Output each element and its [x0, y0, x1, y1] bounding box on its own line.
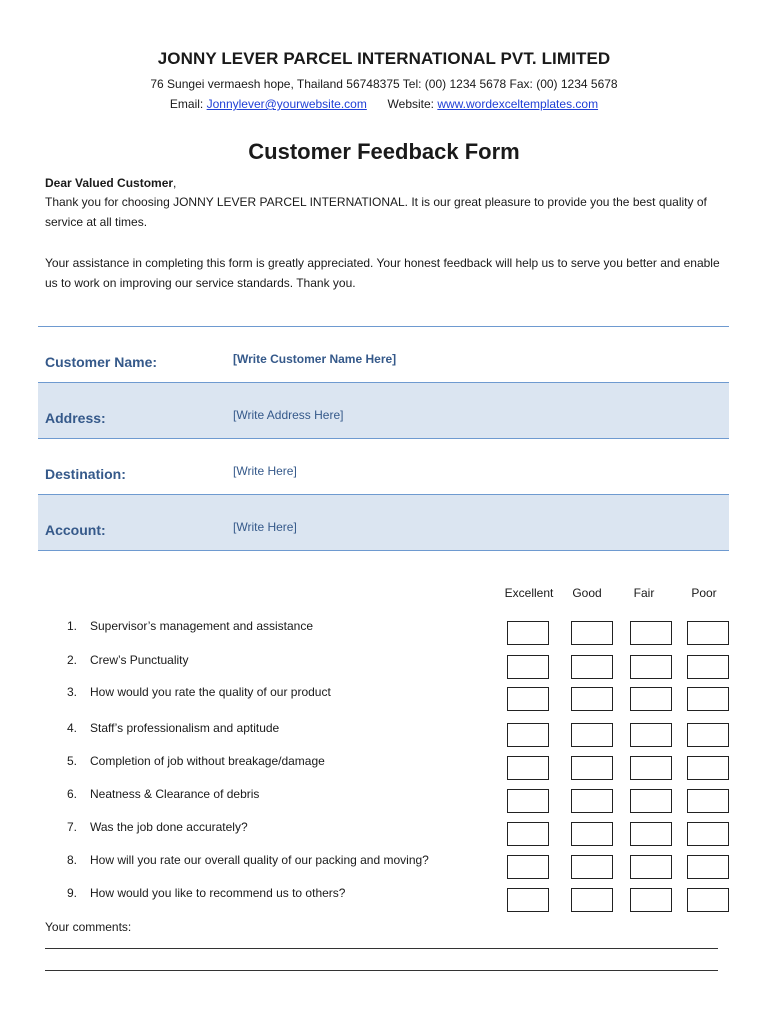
rating-checkbox-poor[interactable]	[687, 888, 729, 912]
question-text: How would you rate the quality of our product	[90, 685, 331, 699]
question-number: 9.	[67, 886, 78, 900]
rating-checkbox-fair[interactable]	[630, 756, 672, 780]
contact-line	[0, 97, 768, 111]
question-item	[67, 653, 188, 667]
destination-field[interactable]: [Write Here]	[233, 464, 297, 478]
rating-checkbox-poor[interactable]	[687, 723, 729, 747]
question-number: 4.	[67, 721, 78, 735]
rating-checkbox-fair[interactable]	[630, 655, 672, 679]
rating-header-poor: Poor	[691, 586, 717, 600]
rating-checkbox-fair[interactable]	[630, 723, 672, 747]
greeting: Dear Valued Customer,	[45, 176, 177, 190]
company-address: 76 Sungei vermaesh hope, Thailand 56748375 Tel: (00) 1234 5678 Fax: (00) 1234 5678	[150, 77, 618, 91]
question-number: 8.	[67, 853, 78, 867]
question-text: How would you like to recommend us to others?	[90, 886, 346, 900]
question-item	[67, 685, 331, 699]
question-item	[67, 721, 279, 735]
field-label: Account:	[45, 522, 106, 538]
field-label: Address:	[45, 410, 106, 426]
field-row-address	[38, 383, 729, 439]
rating-checkbox-excellent[interactable]	[507, 888, 549, 912]
rating-checkbox-poor[interactable]	[687, 855, 729, 879]
rating-header-good: Good	[572, 586, 602, 600]
assistance-paragraph: Your assistance in completing this form is greatly appreciated. Your honest feedback will help us to serve you better and enable us to work on improving our service standards. Thank you.	[45, 256, 720, 290]
rating-checkbox-good[interactable]	[571, 655, 613, 679]
question-number: 2.	[67, 653, 78, 667]
question-text: Neatness & Clearance of debris	[90, 787, 260, 801]
rating-header-excellent: Excellent	[504, 586, 554, 600]
rating-checkbox-good[interactable]	[571, 756, 613, 780]
field-row-account	[38, 495, 729, 551]
rating-checkbox-poor[interactable]	[687, 789, 729, 813]
field-label: Destination:	[45, 466, 126, 482]
rating-checkbox-good[interactable]	[571, 789, 613, 813]
question-text: Completion of job without breakage/damage	[90, 754, 325, 768]
question-text: Staff’s professionalism and aptitude	[90, 721, 280, 735]
rating-checkbox-fair[interactable]	[630, 855, 672, 879]
rating-checkbox-fair[interactable]	[630, 888, 672, 912]
rating-checkbox-fair[interactable]	[630, 822, 672, 846]
question-text: Supervisor’s management and assistance	[90, 619, 314, 633]
email-label: Email:	[169, 97, 204, 111]
rating-checkbox-excellent[interactable]	[507, 687, 549, 711]
rating-checkbox-good[interactable]	[571, 888, 613, 912]
rating-checkbox-excellent[interactable]	[507, 723, 549, 747]
rating-checkbox-fair[interactable]	[630, 621, 672, 645]
comment-line[interactable]	[45, 970, 718, 971]
form-title: Customer Feedback Form	[248, 139, 520, 164]
rating-checkbox-good[interactable]	[571, 723, 613, 747]
rating-checkbox-excellent[interactable]	[507, 756, 549, 780]
rating-checkbox-poor[interactable]	[687, 655, 729, 679]
rating-checkbox-excellent[interactable]	[507, 789, 549, 813]
question-text: How will you rate our overall quality of our packing and moving?	[90, 853, 429, 867]
website-label: Website:	[387, 97, 434, 111]
question-item	[67, 820, 248, 834]
customer-info-table	[38, 326, 729, 551]
company-name: JONNY LEVER PARCEL INTERNATIONAL PVT. LIMITED	[157, 49, 611, 68]
rating-checkbox-excellent[interactable]	[507, 822, 549, 846]
rating-checkbox-fair[interactable]	[630, 789, 672, 813]
intro-paragraph: Thank you for choosing JONNY LEVER PARCEL INTERNATIONAL. It is our great pleasure to provide you the best quality of service at all times.	[45, 195, 707, 229]
website-link[interactable]: www.wordexceltemplates.com	[437, 97, 599, 111]
question-number: 1.	[67, 619, 78, 633]
rating-checkbox-excellent[interactable]	[507, 621, 549, 645]
comments-label: Your comments:	[45, 920, 132, 934]
address-field[interactable]: [Write Address Here]	[233, 408, 344, 422]
rating-checkbox-good[interactable]	[571, 687, 613, 711]
question-text: Crew’s Punctuality	[90, 653, 189, 667]
question-number: 7.	[67, 820, 78, 834]
rating-checkbox-excellent[interactable]	[507, 655, 549, 679]
field-label: Customer Name:	[45, 354, 158, 370]
comment-line[interactable]	[45, 948, 718, 949]
account-field[interactable]: [Write Here]	[233, 520, 297, 534]
question-item	[67, 853, 429, 867]
question-item	[67, 754, 325, 768]
rating-header-fair: Fair	[633, 586, 655, 600]
customer-name-field[interactable]: [Write Customer Name Here]	[233, 352, 397, 366]
rating-checkbox-excellent[interactable]	[507, 855, 549, 879]
email-link[interactable]: Jonnylever@yourwebsite.com	[206, 97, 367, 111]
question-text: Was the job done accurately?	[90, 820, 248, 834]
rating-checkbox-good[interactable]	[571, 822, 613, 846]
rating-checkbox-poor[interactable]	[687, 621, 729, 645]
question-item	[67, 787, 259, 801]
rating-checkbox-good[interactable]	[571, 855, 613, 879]
question-number: 3.	[67, 685, 78, 699]
rating-checkbox-poor[interactable]	[687, 822, 729, 846]
question-number: 6.	[67, 787, 78, 801]
question-item	[67, 886, 345, 900]
question-number: 5.	[67, 754, 78, 768]
rating-checkbox-poor[interactable]	[687, 756, 729, 780]
rating-checkbox-poor[interactable]	[687, 687, 729, 711]
rating-checkbox-good[interactable]	[571, 621, 613, 645]
field-row-destination	[38, 439, 729, 495]
question-item	[67, 619, 313, 633]
rating-checkbox-fair[interactable]	[630, 687, 672, 711]
field-row-customer-name	[38, 327, 729, 383]
